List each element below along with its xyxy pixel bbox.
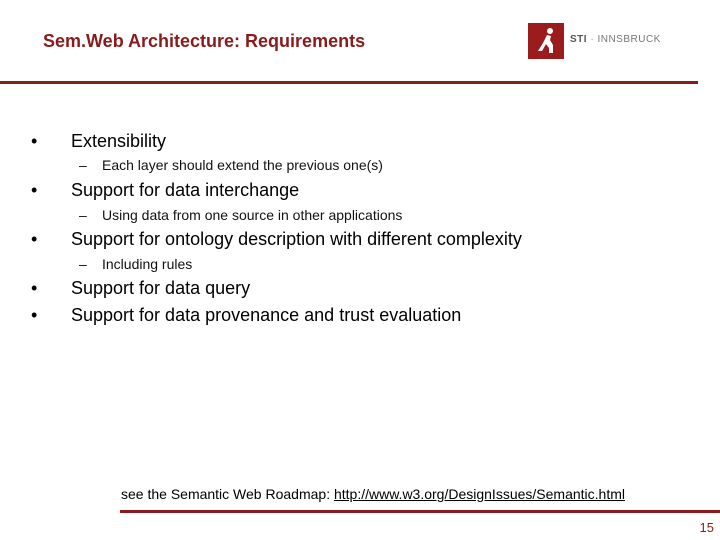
logo-separator: · (587, 34, 598, 45)
footnote-text: see the Semantic Web Roadmap: (121, 486, 334, 502)
bullet-marker: • (31, 305, 38, 325)
logo-text (570, 34, 661, 45)
logo-location: INNSBRUCK (597, 34, 661, 45)
footer-rule (120, 510, 720, 513)
bullet-marker: • (31, 229, 38, 249)
bullet-text: Support for data provenance and trust evaluation (71, 305, 462, 325)
footnote (121, 486, 625, 502)
logo-brand: STI (570, 34, 588, 45)
bullet-marker: • (31, 180, 38, 200)
logo-mark (528, 23, 564, 59)
sub-bullet-marker: – (79, 207, 87, 223)
roadmap-link[interactable]: http://www.w3.org/DesignIssues/Semantic.html (333, 486, 625, 502)
bullet-text: Extensibility (71, 131, 167, 151)
bullet-text: Support for data query (71, 278, 251, 298)
header-rule (0, 81, 698, 84)
sub-bullet-text: Using data from one source in other applications (102, 207, 403, 223)
sub-bullet-marker: – (79, 256, 87, 272)
person-icon (528, 23, 564, 59)
sub-bullet-marker: – (79, 157, 87, 173)
bullet-text: Support for ontology description with different complexity (71, 229, 522, 249)
bullet-marker: • (31, 278, 38, 298)
page-number: 15 (699, 520, 714, 535)
bullet-marker: • (31, 131, 38, 151)
bullet-text: Support for data interchange (71, 180, 300, 200)
sub-bullet-text: Including rules (102, 256, 193, 272)
slide-title: Sem.Web Architecture: Requirements (43, 31, 366, 51)
sub-bullet-text: Each layer should extend the previous one(s) (102, 157, 383, 173)
